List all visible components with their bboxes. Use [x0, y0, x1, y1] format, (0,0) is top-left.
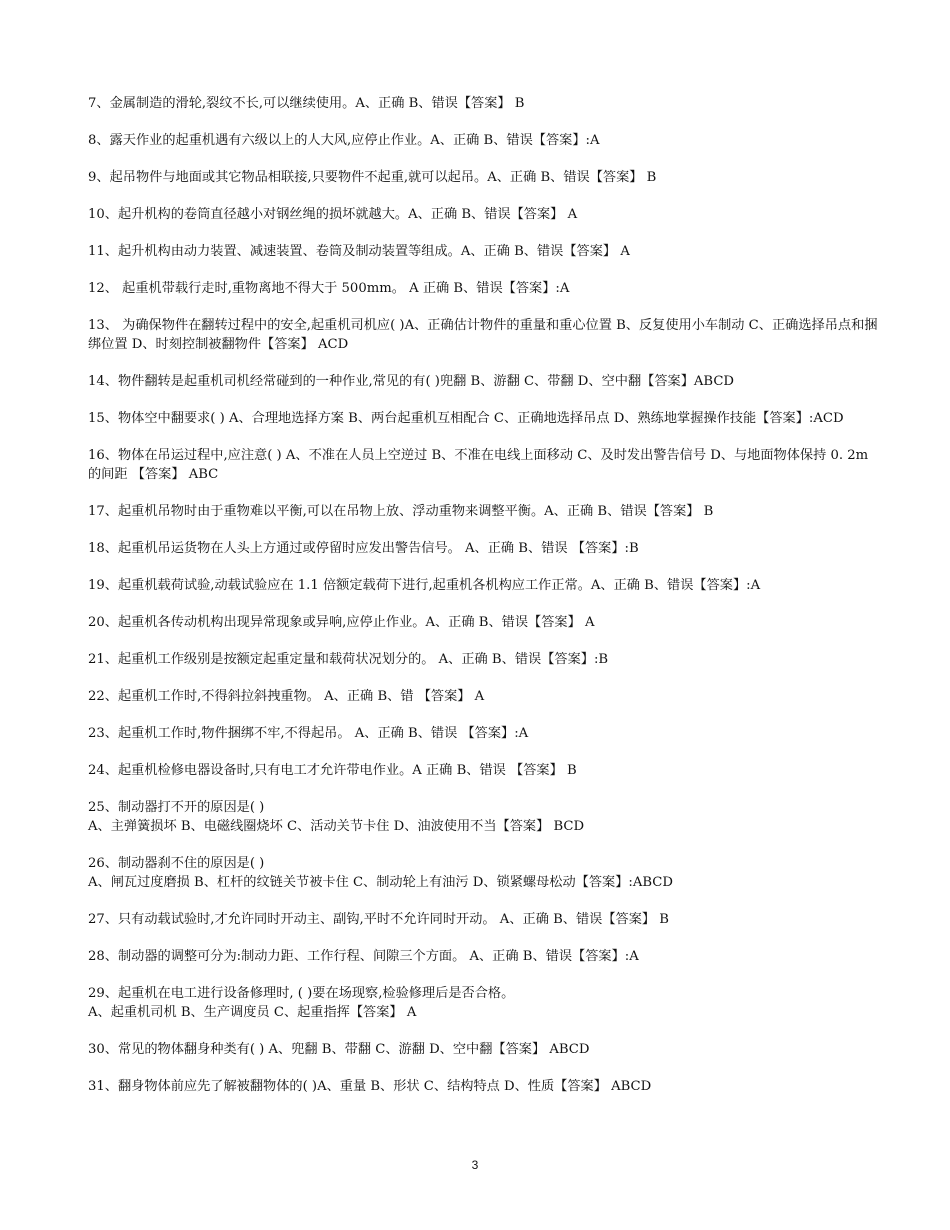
question-item	[88, 316, 878, 354]
question-text: 18、起重机吊运货物在人头上方通过或停留时应发出警告信号。 A、正确 B、错误 【答案】:B	[88, 541, 639, 556]
question-text: 21、起重机工作级别是按额定起重定量和载荷状况划分的。 A、正确 B、错误【答案】:B	[88, 652, 609, 667]
question-item	[88, 984, 878, 1022]
question-text: 7、金属制造的滑轮,裂纹不长,可以继续使用。A、正确 B、错误【答案】 B	[88, 96, 525, 111]
question-item	[88, 409, 878, 428]
question-text: 30、常见的物体翻身种类有( ) A、兜翻 B、带翻 C、游翻 D、空中翻【答案】 ABCD	[88, 1042, 590, 1057]
question-item	[88, 687, 878, 706]
question-text: 17、起重机吊物时由于重物难以平衡,可以在吊物上放、浮动重物来调整平衡。A、正确 B、错误【答案】 B	[88, 504, 714, 519]
question-text: 24、起重机检修电器设备时,只有电工才允许带电作业。A 正确 B、错误 【答案】 B	[88, 763, 577, 778]
question-item	[88, 1077, 878, 1096]
question-text: A、闸瓦过度磨损 B、杠杆的纹链关节被卡住 C、制动轮上有油污 D、锁紧螺母松动【答案】:ABCD	[88, 875, 673, 890]
question-text: A、起重机司机 B、生产调度员 C、起重指挥【答案】 A	[88, 1005, 417, 1020]
question-text: 22、起重机工作时,不得斜拉斜拽重物。 A、正确 B、错 【答案】 A	[88, 689, 485, 704]
question-text: 9、起吊物件与地面或其它物品相联接,只要物件不起重,就可以起吊。A、正确 B、错误【答案】 B	[88, 170, 657, 185]
question-list	[88, 94, 878, 1114]
question-text: 23、起重机工作时,物件捆绑不牢,不得起吊。 A、正确 B、错误 【答案】:A	[88, 726, 529, 741]
question-item	[88, 279, 878, 298]
question-text: 26、制动器刹不住的原因是( )	[88, 856, 265, 871]
question-text: 10、起升机构的卷筒直径越小对钢丝绳的损坏就越大。A、正确 B、错误【答案】 A	[88, 207, 578, 222]
question-item	[88, 502, 878, 521]
question-item	[88, 798, 878, 836]
question-item	[88, 613, 878, 632]
question-item	[88, 446, 878, 484]
question-text: 14、物件翻转是起重机司机经常碰到的一种作业,常见的有( )兜翻 B、游翻 C、带翻 D、空中翻【答案】ABCD	[88, 374, 735, 389]
question-item	[88, 539, 878, 558]
question-item	[88, 372, 878, 391]
question-item	[88, 761, 878, 780]
question-text: 12、 起重机带载行走时,重物离地不得大于 500mm。 A 正确 B、错误【答案】:A	[88, 281, 570, 296]
question-item	[88, 1040, 878, 1059]
question-text: 16、物体在吊运过程中,应注意( ) A、不准在人员上空逆过 B、不准在电线上面移动 C、及时发出警告信号 D、与地面物体保持 0. 2m 的间距 【答案】 ABC	[88, 448, 869, 482]
question-text: 8、露天作业的起重机遇有六级以上的人大风,应停止作业。A、正确 B、错误【答案】:A	[88, 133, 600, 148]
question-text: 15、物体空中翻要求( ) A、合理地选择方案 B、两台起重机互相配合 C、正确地选择吊点 D、熟练地掌握操作技能【答案】:ACD	[88, 411, 844, 426]
question-text: A、主弹簧损坏 B、电磁线圈烧坏 C、活动关节卡住 D、油波使用不当【答案】 BCD	[88, 819, 585, 834]
question-item	[88, 94, 878, 113]
question-text: 31、翻身物体前应先了解被翻物体的( )A、重量 B、形状 C、结构特点 D、性质【答案】 ABCD	[88, 1079, 652, 1094]
page-number: 3	[471, 1158, 479, 1172]
question-text: 25、制动器打不开的原因是( )	[88, 800, 265, 815]
question-item	[88, 576, 878, 595]
question-text: 20、起重机各传动机构出现异常现象或异响,应停止作业。A、正确 B、错误【答案】 A	[88, 615, 595, 630]
question-text: 29、起重机在电工进行设备修理时, ( )要在场现察,检验修理后是否合格。	[88, 986, 515, 1001]
question-text: 28、制动器的调整可分为:制动力距、工作行程、间隙三个方面。 A、正确 B、错误【答案】:A	[88, 949, 639, 964]
question-text: 27、只有动载试验时,才允许同时开动主、副钩,平时不允许同时开动。 A、正确 B、错误【答案】 B	[88, 912, 669, 927]
question-item	[88, 205, 878, 224]
question-item	[88, 854, 878, 892]
question-item	[88, 724, 878, 743]
question-item	[88, 910, 878, 929]
question-item	[88, 131, 878, 150]
question-item	[88, 242, 878, 261]
question-text: 13、 为确保物件在翻转过程中的安全,起重机司机应( )A、正确估计物件的重量和重心位置 B、反复使用小车制动 C、正确选择吊点和捆绑位置 D、时刻控制被翻物件【答案】 ACD	[88, 318, 878, 352]
question-item	[88, 947, 878, 966]
question-item	[88, 650, 878, 669]
question-text: 11、起升机构由动力装置、减速装置、卷筒及制动装置等组成。A、正确 B、错误【答案】 A	[88, 244, 630, 259]
question-text: 19、起重机载荷试验,动载试验应在 1.1 倍额定载荷下进行,起重机各机构应工作正常。A、正确 B、错误【答案】:A	[88, 578, 761, 593]
question-item	[88, 168, 878, 187]
